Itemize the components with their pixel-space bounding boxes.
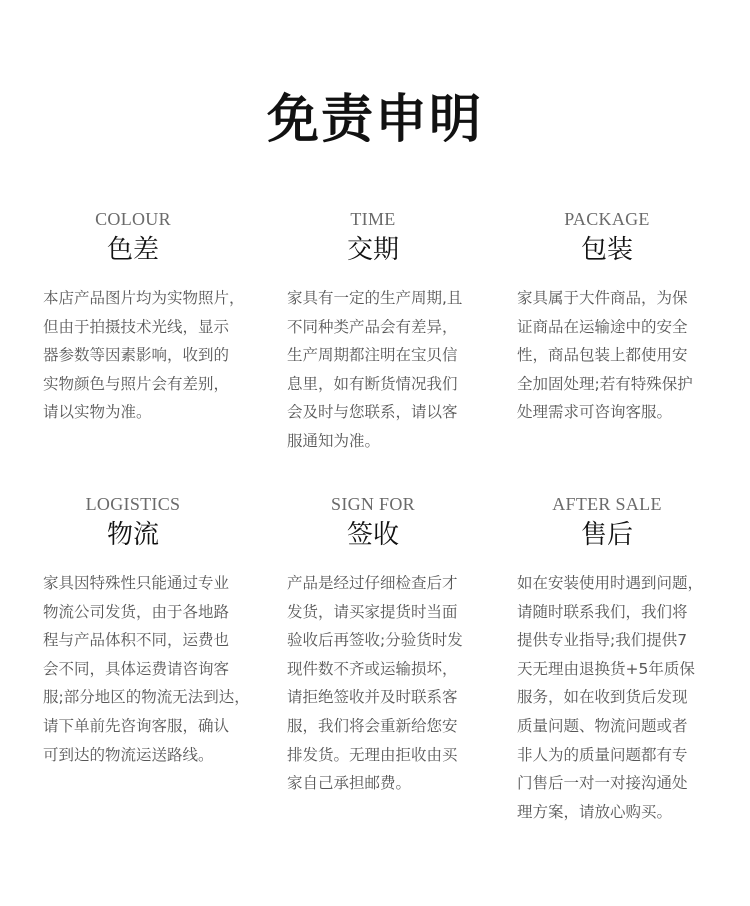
section-body xyxy=(287,284,487,456)
body-line: 性，商品包装上都使用安 xyxy=(517,346,688,365)
body-line: 程与产品体积不同，运费也 xyxy=(43,631,230,650)
section-after-sale xyxy=(517,493,717,826)
section-header xyxy=(43,493,223,553)
body-line: 实物颜色与照片会有差别， xyxy=(43,374,230,393)
body-line: 但由于拍摄技术光线，显示 xyxy=(43,317,230,336)
body-line: 排发货。无理由拒收由买 xyxy=(287,745,458,764)
section-header xyxy=(517,208,697,268)
section-header xyxy=(43,208,223,268)
section-header xyxy=(287,493,459,553)
body-line: 本店产品图片均为实物照片， xyxy=(43,289,245,307)
body-line: 请下单前先咨询客服，确认 xyxy=(43,716,230,735)
section-body xyxy=(517,569,717,826)
body-line: 会及时与您联系，请以客 xyxy=(287,403,458,422)
body-line: 服;部分地区的物流无法到达， xyxy=(43,688,250,707)
body-line: 家具有一定的生产周期,且 xyxy=(287,289,463,307)
body-line: 门售后一对一对接沟通处 xyxy=(517,774,688,793)
section-chinese-title: 售后 xyxy=(580,520,633,550)
section-body xyxy=(43,569,263,769)
body-line: 全加固处理;若有特殊保护 xyxy=(517,374,693,393)
body-line: 请以实物为准。 xyxy=(43,403,152,422)
body-line: 服务，如在收到货后发现 xyxy=(517,688,688,707)
section-logistics xyxy=(43,493,263,769)
page-title: 免责申明 xyxy=(266,89,483,150)
section-colour xyxy=(43,208,263,427)
body-line: 家具属于大件商品，为保 xyxy=(517,289,688,307)
body-line: 可到达的物流运送路线。 xyxy=(43,745,214,764)
body-line: 处理需求可咨询客服。 xyxy=(517,403,673,422)
section-english-title: COLOUR xyxy=(95,209,171,229)
section-english-title: LOGISTICS xyxy=(85,494,181,514)
section-sign-for xyxy=(287,493,487,798)
body-line: 如在安装使用时遇到问题， xyxy=(517,574,704,592)
body-line: 现件数不齐或运输损坏， xyxy=(287,659,458,678)
body-line: 不同种类产品会有差异， xyxy=(287,317,458,336)
section-chinese-title: 物流 xyxy=(106,520,159,550)
section-header xyxy=(287,208,459,268)
body-line: 息里，如有断货情况我们 xyxy=(287,374,458,393)
body-line: 质量问题、物流问题或者 xyxy=(517,716,688,735)
section-chinese-title: 签收 xyxy=(346,520,399,550)
section-time xyxy=(287,208,487,456)
body-line: 物流公司发货，由于各地路 xyxy=(43,602,230,621)
section-body xyxy=(287,569,487,798)
section-english-title: AFTER SALE xyxy=(552,494,662,514)
body-line: 发货，请买家提货时当面 xyxy=(287,602,458,621)
section-english-title: SIGN FOR xyxy=(331,494,415,514)
body-line: 验收后再签收;分验货时发 xyxy=(287,631,463,650)
section-body xyxy=(517,284,717,427)
body-line: 产品是经过仔细检查后才 xyxy=(287,574,458,592)
body-line: 请随时联系我们，我们将 xyxy=(517,602,688,621)
body-line: 生产周期都注明在宝贝信 xyxy=(287,346,458,365)
section-chinese-title: 包装 xyxy=(580,235,633,265)
body-line: 非人为的质量问题都有专 xyxy=(517,745,688,764)
section-chinese-title: 色差 xyxy=(106,235,159,265)
body-line: 会不同，具体运费请咨询客 xyxy=(43,659,230,678)
body-line: 天无理由退换货+5年质保 xyxy=(517,659,695,678)
body-line: 请拒绝签收并及时联系客 xyxy=(287,688,458,707)
body-line: 理方案，请放心购买。 xyxy=(517,802,673,821)
body-line: 证商品在运输途中的安全 xyxy=(517,317,688,336)
body-line: 器参数等因素影响，收到的 xyxy=(43,346,230,365)
section-english-title: PACKAGE xyxy=(564,209,650,229)
section-chinese-title: 交期 xyxy=(346,235,399,265)
body-line: 服通知为准。 xyxy=(287,431,381,450)
section-body xyxy=(43,284,263,427)
body-line: 家具因特殊性只能通过专业 xyxy=(43,574,230,592)
section-english-title: TIME xyxy=(350,209,396,229)
section-header xyxy=(517,493,697,553)
body-line: 提供专业指导;我们提供7 xyxy=(517,631,688,650)
body-line: 服，我们将会重新给您安 xyxy=(287,716,458,735)
body-line: 家自己承担邮费。 xyxy=(287,774,412,793)
section-package xyxy=(517,208,717,427)
